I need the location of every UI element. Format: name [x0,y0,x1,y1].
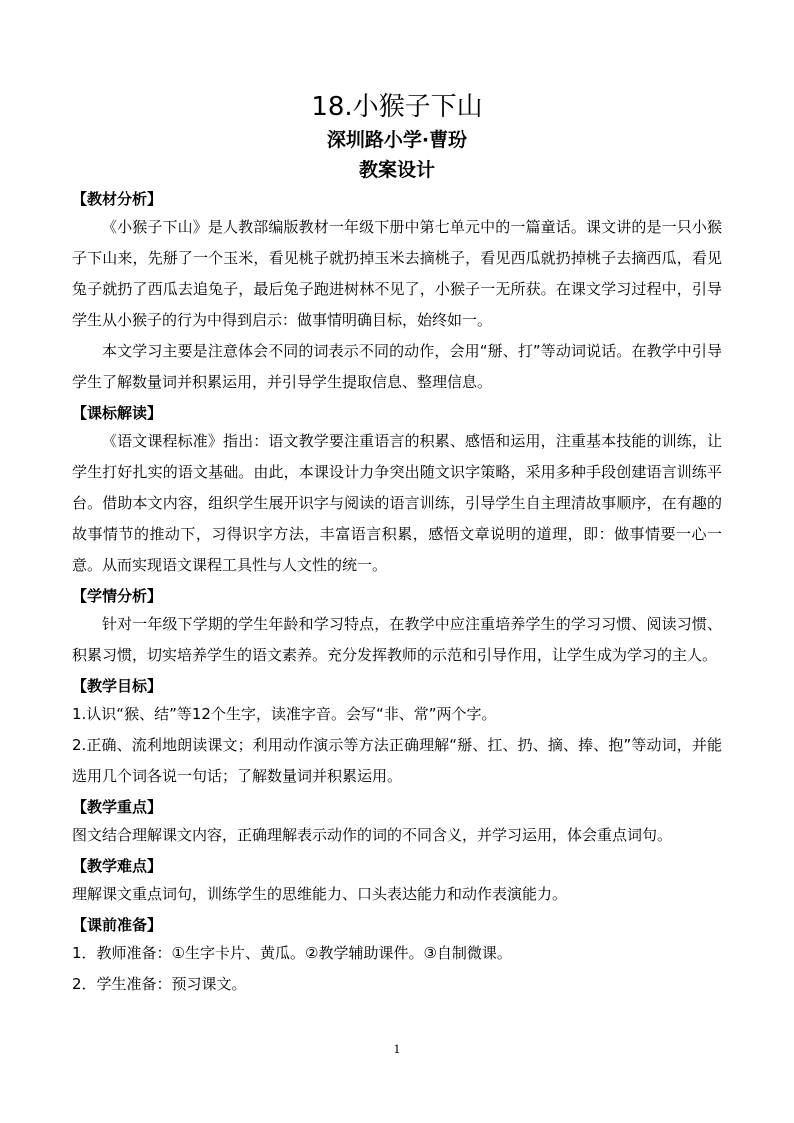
section-heading: 【教学重点】 [72,798,163,816]
section-student-analysis [72,583,722,671]
document-page [72,90,722,1000]
section-heading: 【学情分析】 [72,587,163,605]
section-textbook-analysis [72,186,722,398]
paragraph: 《语文课程标准》指出：语文教学要注重语言的积累、感悟和运用，注重基本技能的训练，让学生打好扎实的语文基础。由此，本课设计力争突出随文识字策略，采用多种手段创建语言训练平台。借助本文内容，组织学生展开识字与阅读的语言训练，引导学生自主理清故事顺序，在有趣的故事情节的推动下，习得识字方法，丰富语言积累，感悟文章说明的道理，即：做事情要一心一意。从而实现语文课程工具性与人文性的统一。 [72,432,722,574]
section-key-points [72,794,722,851]
list-item: 理解课文重点词句，训练学生的思维能力、口头表达能力和动作表演能力。 [72,885,568,903]
list-item: 2.正确、流利地朗读课文；利用动作演示等方法正确理解“掰、扛、扔、摘、捧、抱”等动词，并能选用几个词各说一句话；了解数量词并积累运用。 [72,736,722,785]
list-item: 图文结合理解课文内容，正确理解表示动作的词的不同含义，并学习运用，体会重点词句。 [72,826,673,844]
section-teaching-goals [72,673,722,792]
list-item: 2．学生准备：预习课文。 [72,975,247,993]
section-preparation [72,912,722,1000]
section-curriculum-reading [72,400,722,581]
document-title: 18.小猴子下山 [311,92,483,122]
page-number: 1 [393,1043,401,1056]
section-heading: 【教学目标】 [72,677,163,695]
section-heading: 【教学难点】 [72,857,163,875]
section-heading: 【教材分析】 [72,190,163,208]
paragraph: 针对一年级下学期的学生年龄和学习特点，在教学中应注重培养学生的学习习惯、阅读习惯、积累习惯，切实培养学生的语文素养。充分发挥教师的示范和引导作用，让学生成为学习的主人。 [72,615,722,664]
list-item: 1.认识“猴、结”等12个生字，读准字音。会写“非、常”两个字。 [72,705,497,723]
paragraph: 本文学习主要是注意体会不同的词表示不同的动作，会用“掰、打”等动词说话。在教学中引导学生了解数量词并积累运用，并引导学生提取信息、整理信息。 [72,342,722,391]
paragraph: 《小猴子下山》是人教部编版教材一年级下册中第七单元中的一篇童话。课文讲的是一只小猴子下山来，先掰了一个玉米，看见桃子就扔掉玉米去摘桃子，看见西瓜就扔掉桃子去摘西瓜，看见兔子就扔了西瓜去追兔子，最后兔子跑进树林不见了，小猴子一无所获。在课文学习过程中，引导学生从小猴子的行为中得到启示：做事情明确目标，始终如一。 [72,218,722,329]
document-type: 教案设计 [358,159,435,181]
section-heading: 【课前准备】 [72,916,163,934]
list-item: 1．教师准备：①生字卡片、黄瓜。②教学辅助课件。③自制微课。 [72,944,512,962]
section-difficulties [72,853,722,910]
section-heading: 【课标解读】 [72,404,163,422]
author-line: 深圳路小学·曹玢 [326,129,468,151]
